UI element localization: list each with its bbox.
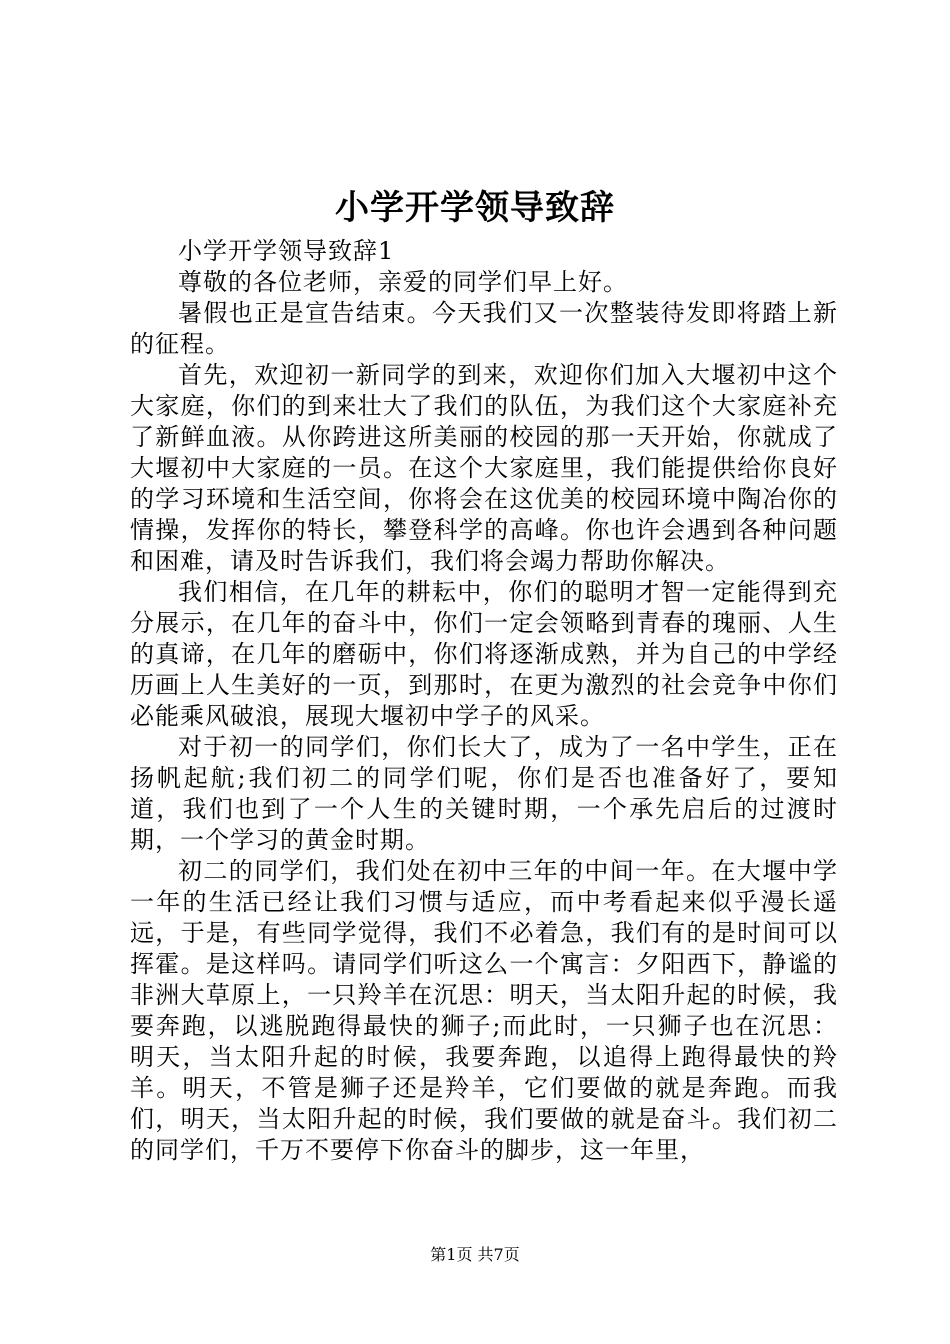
paragraph: 初二的同学们，我们处在初中三年的中间一年。在大堰中学一年的生活已经让我们习惯与适应，而中考看起来似乎漫长遥远，于是，有些同学觉得，我们不必着急，我们有的是时间可以挥霍。是这样吗。请同学们听这么一个寓言：夕阳西下，静谧的非洲大草原上，一只羚羊在沉思：明天，当太阳升起的时候，我要奔跑，以逃脱跑得最快的狮子;而此时，一只狮子也在沉思：明天，当太阳升起的时候，我要奔跑，以追得上跑得最快的羚羊。明天，不管是狮子还是羚羊，它们要做的就是奔跑。而我们，明天，当太阳升起的时候，我们要做的就是奋斗。我们初二的同学们，千万不要停下你奋斗的脚步，这一年里，	[130, 857, 838, 1164]
paragraph: 首先，欢迎初一新同学的到来，欢迎你们加入大堰初中这个大家庭，你们的到来壮大了我们的队伍，为我们这个大家庭补充了新鲜血液。从你跨进这所美丽的校园的那一天开始，你就成了大堰初中大家庭的一员。在这个大家庭里，我们能提供给你良好的学习环境和生活空间，你将会在这优美的校园环境中陶冶你的情操，发挥你的特长，攀登科学的高峰。你也许会遇到各种问题和困难，请及时告诉我们，我们将会竭力帮助你解决。	[130, 361, 838, 575]
paragraph: 暑假也正是宣告结束。今天我们又一次整装待发即将踏上新的征程。	[130, 299, 838, 358]
document-title: 小学开学领导致辞	[335, 188, 615, 228]
paragraph: 我们相信，在几年的耕耘中，你们的聪明才智一定能得到充分展示，在几年的奋斗中，你们一定会领略到青春的瑰丽、人生的真谛，在几年的磨砺中，你们将逐渐成熟，并为自己的中学经历画上人生美好的一页，到那时，在更为激烈的社会竞争中你们必能乘风破浪，展现大堰初中学子的风采。	[130, 578, 838, 730]
paragraph: 小学开学领导致辞1	[178, 237, 395, 265]
paragraph: 对于初一的同学们，你们长大了，成为了一名中学生，正在扬帆起航;我们初二的同学们呢，你们是否也准备好了，要知道，我们也到了一个人生的关键时期，一个承先启后的过渡时期，一个学习的黄金时期。	[130, 733, 838, 854]
page-footer: 第1页 共7页	[430, 1245, 520, 1264]
paragraph: 尊敬的各位老师，亲爱的同学们早上好。	[178, 268, 628, 296]
document-body	[130, 236, 838, 1166]
